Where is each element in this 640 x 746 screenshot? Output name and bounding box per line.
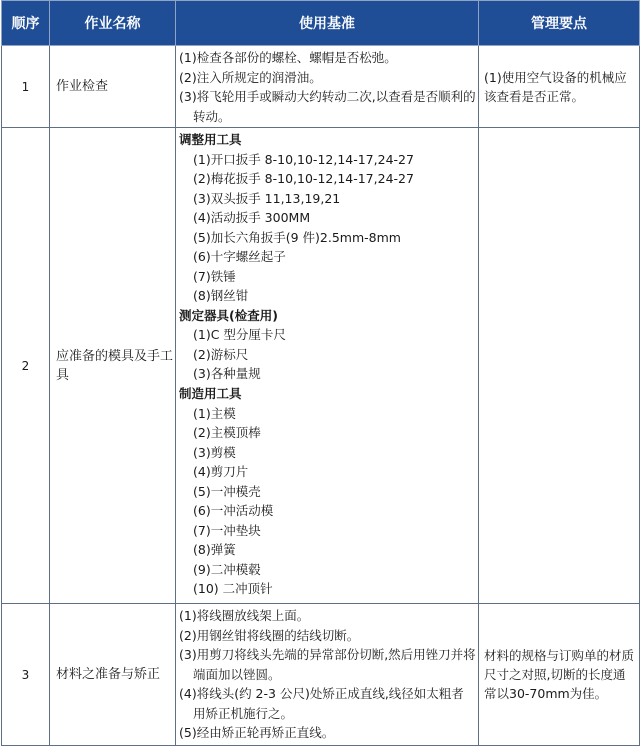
basis-line: (3)用剪刀将线头先端的异常部份切断,然后用锉刀并将端面加以锉圆。 [179, 647, 476, 682]
header-name: 作业名称 [50, 1, 176, 46]
operation-standard-table [1, 0, 640, 746]
tool-item: (6)十字螺丝起子 [193, 249, 286, 265]
row-seq: 1 [2, 46, 50, 128]
header-seq: 顺序 [2, 1, 50, 46]
tool-item: (2)主模顶棒 [193, 425, 261, 441]
tool-item: (6)一冲活动模 [193, 503, 274, 519]
tool-item: (4)剪刀片 [193, 464, 249, 480]
section-title: 制造用工具 [179, 386, 242, 402]
row-name: 应准备的模具及手工具 [50, 128, 176, 604]
basis-line: (1)检查各部份的螺栓、螺帽是否松弛。 [179, 50, 397, 65]
tool-item: (1)开口扳手 8-10,10-12,14-17,24-27 [193, 151, 414, 167]
row-basis [176, 604, 479, 746]
tool-item: (1)主模 [193, 405, 236, 421]
basis-line: (4)将线头(约 2-3 公尺)处矫正成直线,线径如太粗者用矫正机施行之。 [179, 686, 464, 721]
table-row [2, 46, 640, 128]
row-point [479, 128, 640, 604]
table-row [2, 128, 640, 604]
row-name: 作业检查 [50, 46, 176, 128]
basis-line: (5)经由矫正轮再矫正直线。 [179, 725, 335, 740]
tool-item: (5)加长六角扳手(9 件)2.5mm-8mm [193, 229, 401, 245]
basis-line: (2)注入所规定的润滑油。 [179, 69, 322, 85]
tool-item: (2)游标尺 [193, 346, 249, 362]
table-row [2, 604, 640, 746]
tool-item: (8)弹簧 [193, 542, 236, 558]
tool-item: (9)二冲模毂 [193, 561, 261, 577]
tool-item: (8)钢丝钳 [193, 288, 249, 304]
tool-item: (2)梅花扳手 8-10,10-12,14-17,24-27 [193, 171, 414, 187]
tool-item: (10) 二冲顶针 [193, 581, 273, 597]
tool-item: (1)C 型分厘卡尺 [193, 327, 286, 343]
header-basis: 使用基准 [176, 1, 479, 46]
tool-item: (4)活动扳手 300MM [193, 210, 311, 226]
tool-item: (3)各种量规 [193, 366, 261, 382]
tool-item: (5)一冲模壳 [193, 483, 261, 499]
row-seq: 3 [2, 604, 50, 746]
basis-line: (1)将线圈放线架上面。 [179, 608, 310, 623]
section-title: 调整用工具 [179, 132, 242, 147]
row-point: (1)使用空气设备的机械应该查看是否正常。 [479, 46, 640, 128]
basis-line: (2)用钢丝钳将线圈的结线切断。 [179, 627, 360, 643]
row-point: 材料的规格与订购单的材质尺寸之对照,切断的长度通常以30-70mm为佳。 [479, 604, 640, 746]
row-name: 材料之准备与矫正 [50, 604, 176, 746]
basis-line: (3)将飞轮用手或瞬动大约转动二次,以查看是否顺利的转动。 [179, 89, 476, 124]
row-seq: 2 [2, 128, 50, 604]
row-basis [176, 46, 479, 128]
row-basis [176, 128, 479, 604]
tool-item: (7)一冲垫块 [193, 522, 261, 538]
header-point: 管理要点 [479, 1, 640, 46]
tool-item: (3)剪模 [193, 444, 236, 460]
tool-item: (7)铁锤 [193, 268, 236, 284]
section-title: 测定器具(检查用) [179, 307, 278, 323]
tool-item: (3)双头扳手 11,13,19,21 [193, 190, 341, 206]
table-header-row [2, 1, 640, 46]
